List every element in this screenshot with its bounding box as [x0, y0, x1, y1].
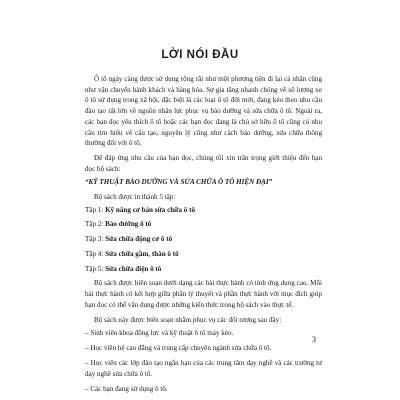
volume-item: Tập 4: Sửa chữa gầm, thân ô tô	[85, 249, 179, 258]
method-paragraph: Bộ sách được biên soạn dưới dạng các bài thực hành có tính ứng dụng cao. Mỗi bài thực hành có kết hợp giữa phần lý thuyết và phần thực hành với mục đích giúp bạn đọc có thể vận dụng được những kiến thức trong bộ sách vào thực tế.	[85, 279, 322, 309]
series-title: “KỸ THUẬT BẢO DƯỠNG VÀ SỬA CHỮA Ô TÔ HIỆN ĐẠI”	[85, 177, 273, 186]
volume-name: Sửa chữa điện ô tô	[105, 264, 162, 273]
volume-name: Kỹ năng cơ bản sửa chữa ô tô	[105, 205, 195, 214]
audience-intro: Bộ sách này được biên soạn nhằm phục vụ các đối tượng sau đây:	[94, 315, 282, 324]
volume-item: Tập 3: Sửa chữa động cơ ô tô	[85, 235, 173, 244]
volume-item: Tập 2: Bảo dưỡng ô tô	[85, 220, 152, 229]
volumes-intro: Bộ sách được in thành 5 tập:	[94, 193, 176, 202]
introduction-paragraph: Để đáp ứng nhu cầu của bạn đọc, chúng tôi xin trân trọng giới thiệu đến bạn đọc bộ sách:	[85, 154, 322, 174]
audience-item: – Học viên các lớp đào tạo ngắn hạn của các trung tâm dạy nghề và các trường tư dạy nghề sửa chữa ô tô.	[85, 358, 322, 378]
volume-item: Tập 5: Sửa chữa điện ô tô	[85, 264, 162, 273]
page-number: 3	[312, 335, 316, 344]
volume-name: Bảo dưỡng ô tô	[105, 220, 152, 229]
page-title: LỜI NÓI ĐẦU	[161, 49, 239, 61]
audience-item: – Học viên hệ cao đẳng và trung cấp chuyên ngành sửa chữa ô tô.	[85, 343, 272, 352]
audience-item: – Các bạn đang sử dụng ô tô.	[85, 384, 168, 393]
intro-paragraph: Ô tô ngày càng được sử dụng rộng rãi như một phương tiện đi lại cá nhân cũng như vận chuyển hành khách và hàng hóa. Sự gia tăng nhanh chóng về số lượng xe ô tô sử dụng trong xã hội, đặc biệt là các loại ô tô đời mới, đang kéo theo nhu cầu đào tạo rất lớn về nguồn nhân lực phục vụ bảo dưỡng và sửa chữa ô tô. Ngoài ra, các bạn đọc yêu thích ô tô hoặc các bạn đọc đang là chủ sở hữu ô tô cũng có nhu cầu tìm hiểu về cấu tạo, nguyên lý cũng như cách bảo dưỡng, sửa chữa thông thường đối với ô tô.	[85, 75, 322, 148]
volume-item: Tập 1: Kỹ năng cơ bản sửa chữa ô tô	[85, 205, 195, 214]
page-body	[85, 74, 322, 399]
audience-item: – Sinh viên khoa động lực và kỹ thuật ô tô máy kéo.	[85, 328, 234, 337]
volume-name: Sửa chữa gầm, thân ô tô	[105, 249, 179, 258]
volume-name: Sửa chữa động cơ ô tô	[105, 235, 173, 244]
